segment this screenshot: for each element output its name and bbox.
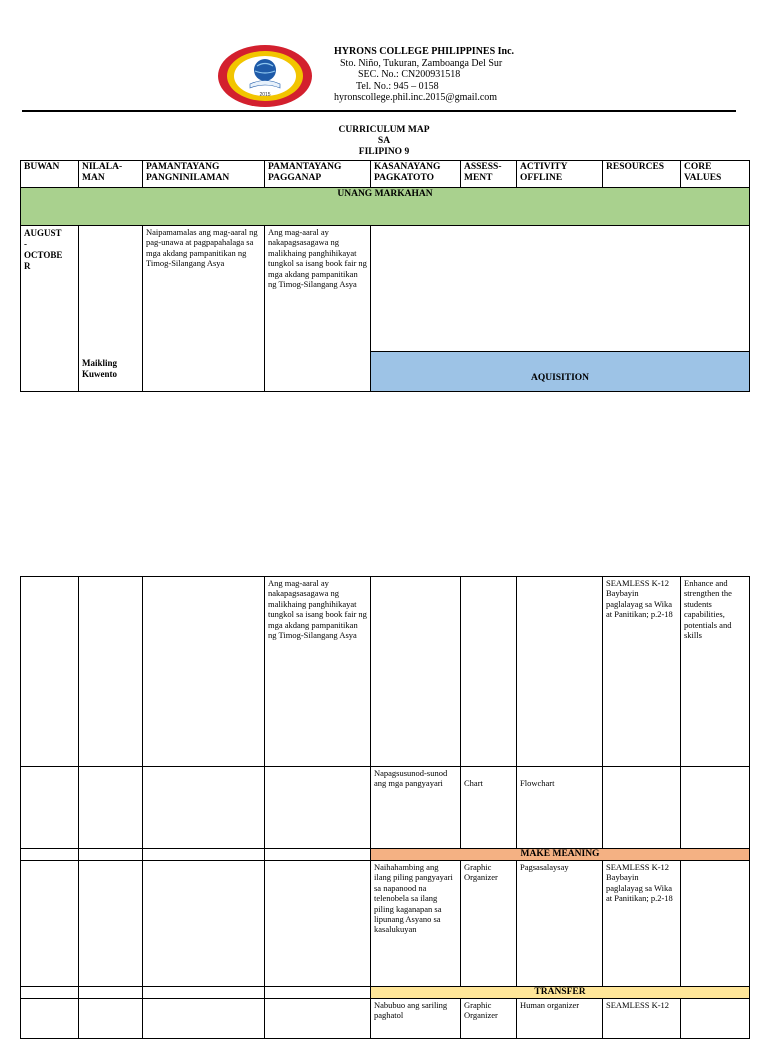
assessment-cell: Chart xyxy=(461,767,517,849)
content-standard-cell: Naipamamalas ang mag-aaral ng pag-unawa at pagpapahalaga sa mga akdang pampanitikan ng Timog-Silangang Asya xyxy=(143,226,265,392)
logo-year: 2015 xyxy=(259,92,271,98)
empty-cell xyxy=(79,861,143,987)
quarter-banner: UNANG MARKAHAN xyxy=(21,188,750,226)
title-line-1: CURRICULUM MAP xyxy=(338,125,430,135)
empty-cell xyxy=(461,577,517,767)
col-nilalaman: NILALA-MAN xyxy=(79,161,143,188)
empty-cell xyxy=(681,767,750,849)
core-values-cell: Enhance and strengthen the students capabilities, potentials and skills xyxy=(681,577,750,767)
empty-cell xyxy=(265,987,371,999)
curriculum-table-page-1 xyxy=(20,160,750,392)
empty-cell xyxy=(143,767,265,849)
empty-cell xyxy=(21,577,79,767)
performance-standard-cell: Ang mag-aaral ay nakapagsasagawa ng malikhaing panghihikayat tungkol sa isang book fair ng mga akdang pampanitikan ng Timog-Silangang Asya xyxy=(265,226,371,392)
competency-cell: Naihahambing ang ilang piling pangyayari sa napanood na telenobela sa ilang piling kaganapan sa lipunang Asyano sa kasalukuyan xyxy=(371,861,461,987)
competency-cell: Napagsusunod-sunod ang mga pangyayari xyxy=(371,767,461,849)
empty-cell xyxy=(79,999,143,1039)
empty-cell xyxy=(21,767,79,849)
activity-cell: Pagsasalaysay xyxy=(517,861,603,987)
empty-cell xyxy=(79,987,143,999)
activity-cell: Human organizer xyxy=(517,999,603,1039)
empty-cell xyxy=(143,987,265,999)
col-assessment: ASSESS-MENT xyxy=(461,161,517,188)
empty-cell xyxy=(143,849,265,861)
sec-number: SEC. No.: CN200931518 xyxy=(358,69,461,80)
make-meaning-banner: MAKE MEANING xyxy=(371,849,750,861)
resources-cell: SEAMLESS K-12 xyxy=(603,999,681,1039)
empty-cell xyxy=(265,861,371,987)
assessment-cell: Graphic Organizer xyxy=(461,999,517,1039)
col-pamantayang-pagganap: PAMANTAYANG PAGGANAP xyxy=(265,161,371,188)
resources-cell: SEAMLESS K-12 Baybayin paglalayag sa Wika at Panitikan; p.2-18 xyxy=(603,861,681,987)
acquisition-banner: AQUISITION xyxy=(371,352,750,392)
curriculum-table-page-2 xyxy=(20,576,750,1039)
empty-cell xyxy=(265,849,371,861)
header-row xyxy=(21,161,750,188)
title-line-2: SA xyxy=(377,136,391,146)
competency-cell: Nabubuo ang sariling paghatol xyxy=(371,999,461,1039)
transfer-banner: TRANSFER xyxy=(371,987,750,999)
col-pamantayang-pangnilalaman: PAMANTAYANG PANGNINILAMAN xyxy=(143,161,265,188)
empty-cell xyxy=(265,999,371,1039)
institution-name: HYRONS COLLEGE PHILIPPINES Inc. xyxy=(334,46,515,57)
empty-cell xyxy=(143,861,265,987)
assessment-cell: Graphic Organizer xyxy=(461,861,517,987)
performance-standard-cell: Ang mag-aaral ay nakapagsasagawa ng malikhaing panghihikayat tungkol sa isang book fair ng mga akdang pampanitikan ng Timog-Silangang Asya xyxy=(265,577,371,767)
empty-cell xyxy=(79,577,143,767)
header-divider xyxy=(22,110,736,112)
col-kasanayang-pagkatoto: KASANAYANG PAGKATOTO xyxy=(371,161,461,188)
empty-cell xyxy=(21,987,79,999)
col-activity-offline: ACTIVITY OFFLINE xyxy=(517,161,603,188)
col-buwan: BUWAN xyxy=(21,161,79,188)
empty-cell xyxy=(371,226,750,352)
title-line-3: FILIPINO 9 xyxy=(358,147,410,157)
col-core-values: CORE VALUES xyxy=(681,161,750,188)
empty-cell xyxy=(681,999,750,1039)
empty-cell xyxy=(517,577,603,767)
empty-cell xyxy=(79,767,143,849)
empty-cell xyxy=(371,577,461,767)
empty-cell xyxy=(603,767,681,849)
col-resources: RESOURCES xyxy=(603,161,681,188)
empty-cell xyxy=(143,577,265,767)
month-cell: AUGUST - OCTOBE R xyxy=(21,226,79,392)
telephone: Tel. No.: 945 – 0158 xyxy=(356,80,439,92)
document-title xyxy=(0,125,768,158)
empty-cell xyxy=(79,849,143,861)
empty-cell xyxy=(143,999,265,1039)
empty-cell xyxy=(265,767,371,849)
empty-cell xyxy=(21,999,79,1039)
empty-cell xyxy=(681,861,750,987)
empty-cell xyxy=(21,849,79,861)
empty-cell xyxy=(21,861,79,987)
college-logo xyxy=(216,44,314,108)
letterhead xyxy=(334,46,514,104)
activity-cell: Flowchart xyxy=(517,767,603,849)
address: Sto. Niño, Tukuran, Zamboanga Del Sur xyxy=(340,57,503,69)
email: hyronscollege.phil.inc.2015@gmail.com xyxy=(334,92,498,103)
content-cell: Maikling Kuwento xyxy=(79,226,143,392)
resources-cell: SEAMLESS K-12 Baybayin paglalayag sa Wika at Panitikan; p.2-18 xyxy=(603,577,681,767)
